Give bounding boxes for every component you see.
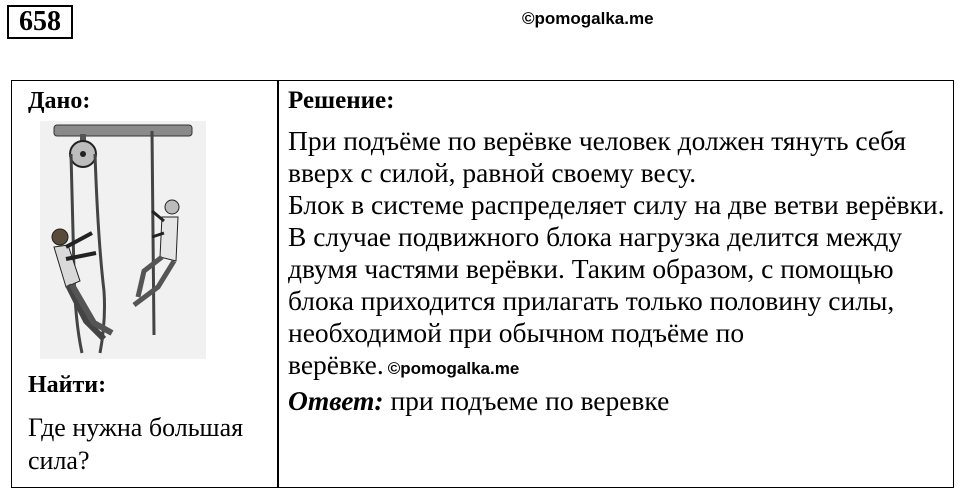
problem-number: 658 bbox=[7, 5, 73, 39]
given-title: Дано: bbox=[28, 88, 91, 114]
watermark-inline: ©pomogalka.me bbox=[387, 359, 520, 378]
solution-paragraph-2 bbox=[288, 189, 953, 385]
find-question: Где нужна большая сила? bbox=[28, 413, 244, 475]
pulley-rope-climbers-illustration bbox=[40, 121, 206, 359]
solution-paragraph-1: При подъёме по верёвке человек должен тянуть себя вверх с силой, равной своему весу. bbox=[288, 125, 907, 188]
answer-text: при подъеме по веревке bbox=[390, 385, 670, 416]
solution-table bbox=[11, 80, 954, 488]
column-divider bbox=[277, 81, 279, 487]
solution-paragraph-2-text: Блок в системе распределяет силу на две ветви верёвки. В случае подвижного блока нагрузка делится между двумя частями верёвки. Таким образом, с помощью блока приходится прилагать только половину силы, необходимой при обычном подъёме по верёвке. bbox=[288, 189, 945, 380]
solution-text bbox=[288, 125, 953, 417]
solution-title: Решение: bbox=[288, 87, 395, 114]
watermark-top: ©pomogalka.me bbox=[522, 9, 654, 28]
answer-line bbox=[288, 385, 953, 417]
find-title: Найти: bbox=[28, 372, 107, 398]
answer-label: Ответ: bbox=[288, 385, 384, 416]
